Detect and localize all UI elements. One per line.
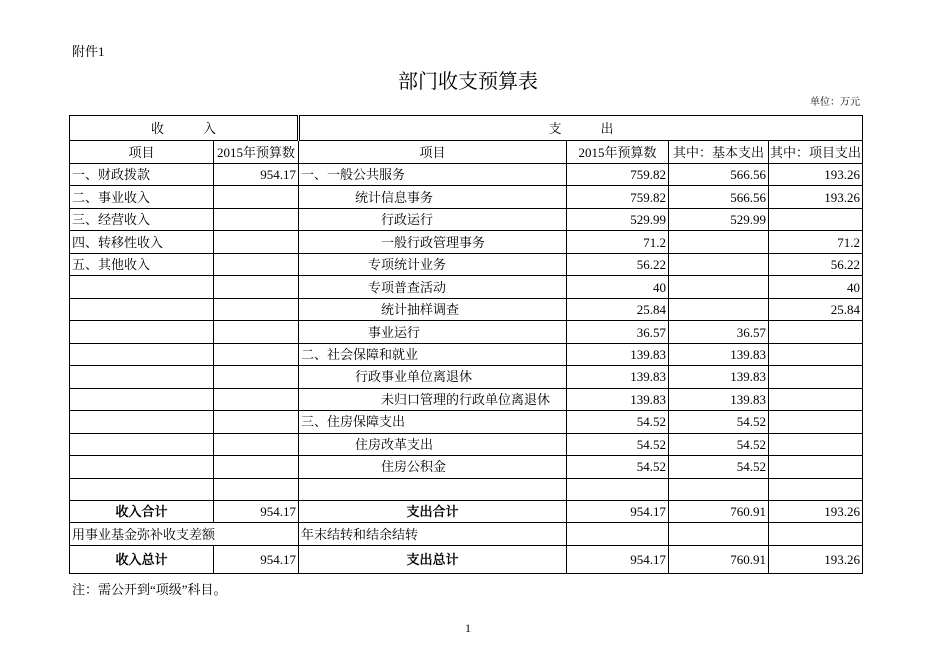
income-item-cell: 二、事业收入	[70, 186, 214, 208]
expenditure-total-value: 954.17	[567, 546, 669, 574]
project-expenditure-cell: 193.26	[769, 186, 863, 208]
expenditure-item-cell: 统计抽样调查	[299, 298, 567, 320]
empty-row	[70, 478, 863, 500]
income-item-cell: 三、经营收入	[70, 208, 214, 230]
expenditure-subtotal-label: 支出合计	[299, 501, 567, 523]
table-row	[70, 433, 863, 455]
column-header-income-item: 项目	[70, 141, 214, 164]
income-budget-cell	[214, 208, 299, 230]
table-row	[70, 186, 863, 208]
column-header-expenditure-item: 项目	[299, 141, 567, 164]
expenditure-budget-cell: 759.82	[567, 186, 669, 208]
expenditure-item-cell: 专项统计业务	[299, 253, 567, 275]
project-expenditure-cell: 40	[769, 276, 863, 298]
project-expenditure-cell	[769, 433, 863, 455]
income-item-cell	[70, 411, 214, 433]
expenditure-item-cell: 统计信息事务	[299, 186, 567, 208]
column-header-basic-expenditure: 其中：基本支出	[669, 141, 769, 164]
table-row	[70, 456, 863, 478]
expenditure-item-cell: 一般行政管理事务	[299, 231, 567, 253]
expenditure-group-header: 支 出	[299, 116, 863, 141]
expenditure-item-cell: 三、住房保障支出	[299, 411, 567, 433]
project-expenditure-cell	[769, 478, 863, 500]
attachment-label: 附件1	[72, 44, 105, 59]
expenditure-budget-cell: 139.83	[567, 366, 669, 388]
project-expenditure-cell	[769, 208, 863, 230]
table-row	[70, 231, 863, 253]
expenditure-budget-cell: 56.22	[567, 253, 669, 275]
basic-expenditure-cell: 54.52	[669, 411, 769, 433]
income-budget-cell	[214, 433, 299, 455]
expenditure-item-cell: 住房公积金	[299, 456, 567, 478]
income-item-cell: 一、财政拨款	[70, 164, 214, 186]
column-header-row	[70, 141, 863, 164]
basic-expenditure-cell: 139.83	[669, 366, 769, 388]
expenditure-budget-cell: 139.83	[567, 388, 669, 410]
income-total-label: 收入总计	[70, 546, 214, 574]
income-item-cell: 五、其他收入	[70, 253, 214, 275]
table-row	[70, 276, 863, 298]
income-item-cell	[70, 366, 214, 388]
table-row	[70, 164, 863, 186]
basic-expenditure-cell: 36.57	[669, 321, 769, 343]
basic-expenditure-cell: 54.52	[669, 456, 769, 478]
project-expenditure-cell	[769, 366, 863, 388]
basic-expenditure-cell	[669, 231, 769, 253]
expenditure-budget-cell: 759.82	[567, 164, 669, 186]
project-expenditure-cell	[769, 321, 863, 343]
group-header-row	[70, 116, 863, 141]
expenditure-item-cell: 一、一般公共服务	[299, 164, 567, 186]
income-budget-cell	[214, 186, 299, 208]
project-expenditure-cell	[769, 411, 863, 433]
project-expenditure-cell: 71.2	[769, 231, 863, 253]
table-row	[70, 388, 863, 410]
project-expenditure-cell: 25.84	[769, 298, 863, 320]
income-budget-cell	[214, 366, 299, 388]
expenditure-item-cell	[299, 478, 567, 500]
table-row	[70, 343, 863, 365]
income-budget-cell	[214, 231, 299, 253]
budget-table	[69, 115, 863, 574]
income-total-value: 954.17	[214, 546, 299, 574]
subtotal-row	[70, 501, 863, 523]
expenditure-carryover-cell: 年末结转和结余结转	[299, 523, 567, 546]
basic-expenditure-cell: 139.83	[669, 343, 769, 365]
expenditure-budget-cell: 139.83	[567, 343, 669, 365]
table-body	[70, 116, 863, 574]
basic-expenditure-cell	[669, 253, 769, 275]
expenditure-item-cell: 专项普查活动	[299, 276, 567, 298]
project-expenditure-cell	[769, 343, 863, 365]
income-item-cell	[70, 388, 214, 410]
basic-expenditure-cell: 566.56	[669, 164, 769, 186]
table-row	[70, 321, 863, 343]
project-expenditure-subtotal: 193.26	[769, 501, 863, 523]
income-budget-cell	[214, 411, 299, 433]
page-title: 部门收支预算表	[398, 71, 538, 93]
basic-expenditure-cell: 566.56	[669, 186, 769, 208]
expenditure-item-cell: 行政运行	[299, 208, 567, 230]
basic-expenditure-subtotal: 760.91	[669, 501, 769, 523]
expenditure-budget-cell: 54.52	[567, 411, 669, 433]
expenditure-budget-cell: 54.52	[567, 456, 669, 478]
project-expenditure-cell: 56.22	[769, 253, 863, 275]
income-item-cell	[70, 343, 214, 365]
expenditure-budget-cell: 36.57	[567, 321, 669, 343]
table-row	[70, 298, 863, 320]
income-carryover-cell: 用事业基金弥补收支差额	[70, 523, 299, 546]
expenditure-item-cell: 事业运行	[299, 321, 567, 343]
income-item-cell	[70, 298, 214, 320]
project-expenditure-cell	[769, 523, 863, 546]
total-row	[70, 546, 863, 574]
income-budget-cell	[214, 478, 299, 500]
income-budget-cell	[214, 388, 299, 410]
expenditure-item-cell: 行政事业单位离退休	[299, 366, 567, 388]
table-row	[70, 208, 863, 230]
project-expenditure-cell: 193.26	[769, 164, 863, 186]
basic-expenditure-cell: 139.83	[669, 388, 769, 410]
income-budget-cell	[214, 456, 299, 478]
expenditure-item-cell: 未归口管理的行政单位离退休	[299, 388, 567, 410]
expenditure-budget-cell: 25.84	[567, 298, 669, 320]
income-item-cell	[70, 478, 214, 500]
carryover-row	[70, 523, 863, 546]
basic-expenditure-cell	[669, 276, 769, 298]
income-budget-cell	[214, 253, 299, 275]
column-header-income-budget: 2015年预算数	[214, 141, 299, 164]
expenditure-budget-cell: 54.52	[567, 433, 669, 455]
basic-expenditure-cell	[669, 478, 769, 500]
income-group-header: 收 入	[70, 116, 299, 141]
page-number: 1	[465, 621, 471, 635]
expenditure-budget-cell: 529.99	[567, 208, 669, 230]
expenditure-budget-cell: 71.2	[567, 231, 669, 253]
project-expenditure-cell	[769, 456, 863, 478]
expenditure-budget-cell	[567, 478, 669, 500]
income-item-cell	[70, 276, 214, 298]
income-budget-cell	[214, 276, 299, 298]
unit-label: 单位：万元	[810, 97, 860, 108]
income-item-cell	[70, 456, 214, 478]
table-row	[70, 366, 863, 388]
basic-expenditure-total: 760.91	[669, 546, 769, 574]
expenditure-total-label: 支出总计	[299, 546, 567, 574]
income-subtotal-value: 954.17	[214, 501, 299, 523]
income-item-cell	[70, 321, 214, 343]
income-budget-cell: 954.17	[214, 164, 299, 186]
income-budget-cell	[214, 321, 299, 343]
basic-expenditure-cell	[669, 523, 769, 546]
expenditure-budget-cell	[567, 523, 669, 546]
footnote: 注：需公开到“项级”科目。	[72, 582, 227, 597]
expenditure-budget-cell: 40	[567, 276, 669, 298]
table-row	[70, 411, 863, 433]
expenditure-item-cell: 二、社会保障和就业	[299, 343, 567, 365]
project-expenditure-total: 193.26	[769, 546, 863, 574]
income-budget-cell	[214, 343, 299, 365]
column-header-project-expenditure: 其中：项目支出	[769, 141, 863, 164]
income-item-cell: 四、转移性收入	[70, 231, 214, 253]
income-subtotal-label: 收入合计	[70, 501, 214, 523]
expenditure-subtotal-value: 954.17	[567, 501, 669, 523]
project-expenditure-cell	[769, 388, 863, 410]
column-header-expenditure-budget: 2015年预算数	[567, 141, 669, 164]
basic-expenditure-cell	[669, 298, 769, 320]
table-row	[70, 253, 863, 275]
income-budget-cell	[214, 298, 299, 320]
basic-expenditure-cell: 54.52	[669, 433, 769, 455]
basic-expenditure-cell: 529.99	[669, 208, 769, 230]
expenditure-item-cell: 住房改革支出	[299, 433, 567, 455]
income-item-cell	[70, 433, 214, 455]
